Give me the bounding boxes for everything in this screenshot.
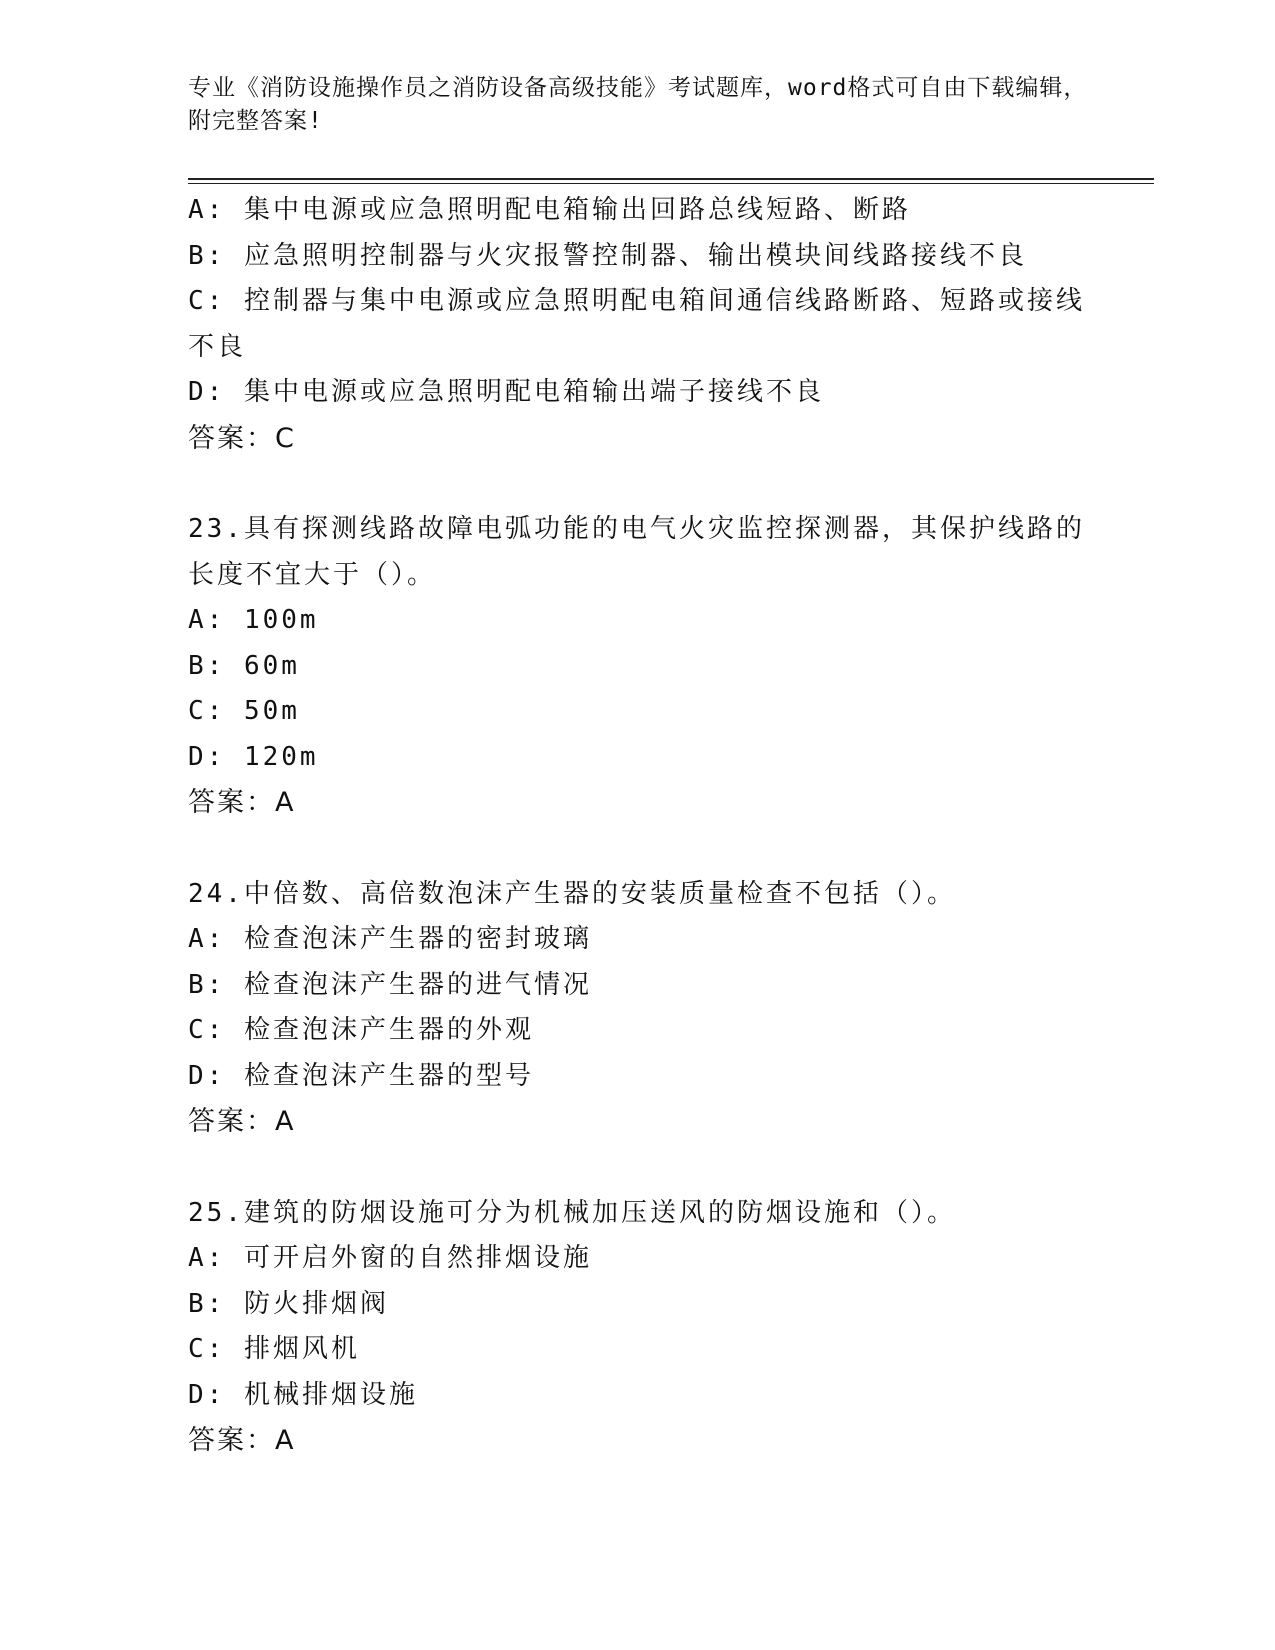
question-stem: 23.具有探测线路故障电弧功能的电气火灾监控探测器，其保护线路的长度不宜大于（）。 [188,514,1085,590]
option-d: D: 120m [188,741,319,772]
answer-line: 答案：A [188,1106,296,1137]
option-b: B: 60m [188,650,300,681]
answer-line: 答案：C [188,422,296,454]
option-b: B: 防火排烟阀 [188,1288,389,1319]
document-header-note: 专业《消防设施操作员之消防设备高级技能》考试题库，word格式可自由下载编辑，附完整答案! [188,75,1088,134]
option-b: B: 应急照明控制器与火灾报警控制器、输出模块间线路接线不良 [188,240,1027,271]
spacer [188,826,1088,872]
option-c: C: 检查泡沫产生器的外观 [188,1015,534,1045]
option-d: D: 检查泡沫产生器的型号 [188,1060,534,1091]
option-c: C: 50m [188,696,300,726]
option-c: C: 排烟风机 [188,1334,360,1364]
option-d: D: 机械排烟设施 [188,1379,418,1410]
spacer [188,1145,1088,1191]
question-stem: 24.中倍数、高倍数泡沫产生器的安装质量检查不包括（）。 [188,878,956,909]
option-a: A: 可开启外窗的自然排烟设施 [188,1243,592,1273]
option-a: A: 集中电源或应急照明配电箱输出回路总线短路、断路 [188,195,911,225]
question-24 [188,872,1088,1145]
question-25 [188,1191,1088,1464]
header-divider-thin [188,183,1154,184]
question-22-continued [188,188,1088,461]
spacer [188,461,1088,507]
question-23 [188,507,1088,826]
answer-line: 答案：A [188,1425,296,1456]
option-a: A: 检查泡沫产生器的密封玻璃 [188,924,592,954]
option-d: D: 集中电源或应急照明配电箱输出端子接线不良 [188,377,824,407]
header-divider-thick [188,178,1154,180]
option-c: C: 控制器与集中电源或应急照明配电箱间通信线路断路、短路或接线不良 [188,286,1085,362]
question-list [188,188,1088,1464]
option-b: B: 检查泡沫产生器的进气情况 [188,969,592,1000]
option-a: A: 100m [188,605,319,635]
question-stem: 25.建筑的防烟设施可分为机械加压送风的防烟设施和（）。 [188,1197,956,1228]
answer-line: 答案：A [188,787,296,818]
